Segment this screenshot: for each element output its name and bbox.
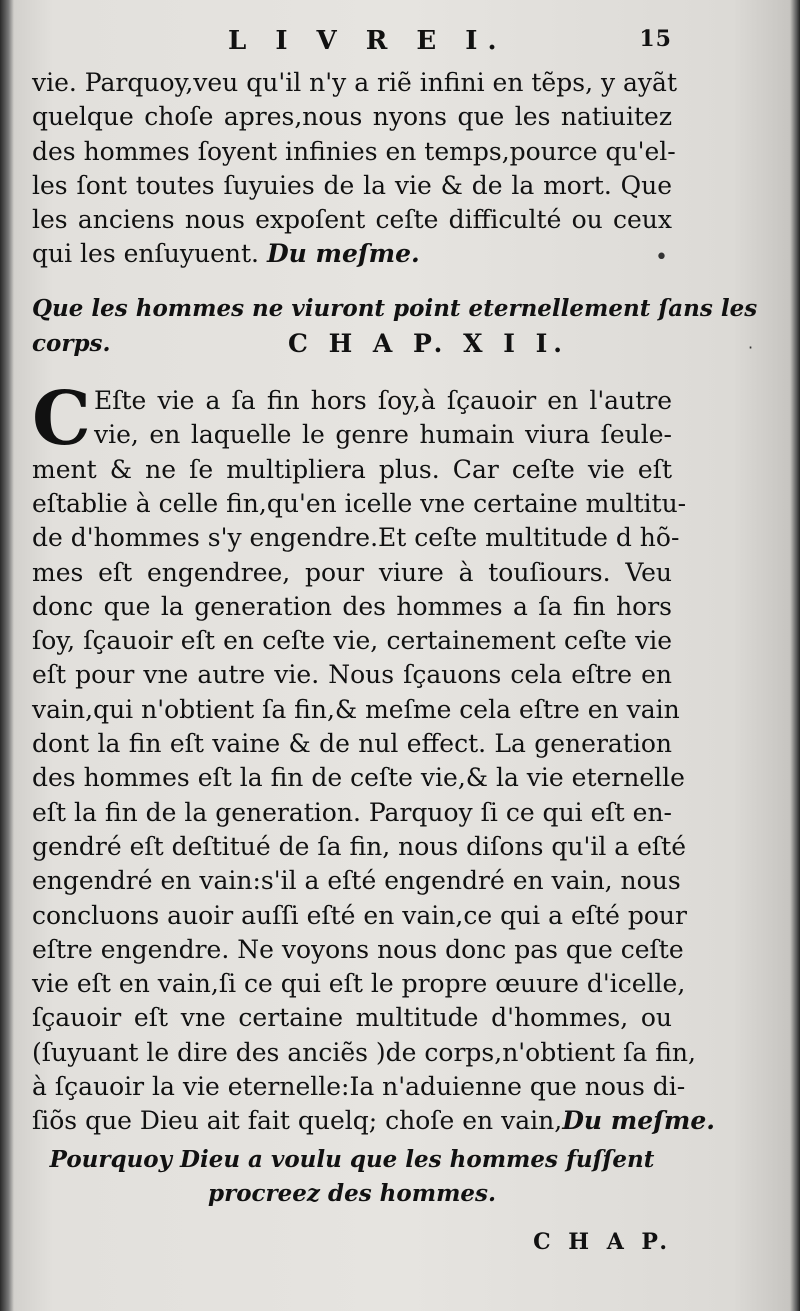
attribution: Du meſme. [266,239,420,269]
text-line: ſoy, ſçauoir eſt en ceſte vie, certainement ceſte vie [32,626,672,656]
running-head [32,26,672,66]
text-line: vain,qui n'obtient ſa fin,& meſme cela eſtre en vain [32,694,680,724]
text-line: ment & ne ſe multipliera plus. Car ceſte vie eſt [32,454,672,484]
running-head-title: L I V R E I. [228,26,507,56]
text-line: les anciens nous expoſent ceſte difficulté ou ceux [32,205,672,235]
text-line: eſt la fin de la generation. Parquoy ſi ce qui eſt en- [32,797,672,827]
text-line: les ſont toutes ſuyuies de la vie & de la mort. Que [32,170,672,200]
text-line: des hommes eſt la fin de ceſte vie,& la vie eternelle [32,763,685,793]
chapter-heading-line: Que les hommes ne viuront point eternellement ſans les [32,294,758,322]
text-line: des hommes ſoyent infinies en temps,pource qu'el- [32,136,676,166]
next-heading-line: procreez des hommes. [208,1179,496,1207]
margin-speck: · [748,338,754,357]
catchword: C H A P. [533,1229,672,1256]
chapter-label: C H A P. X I I. [288,329,568,359]
chapter-heading [32,292,758,362]
text-line: mes eſt engendree, pour viure à touſiours. Veu [32,557,672,587]
text-line-content: qui les enſuyuent. [32,239,259,269]
text-line: Eſte vie a ſa fin hors ſoy,à ſçauoir en l'autre [94,386,672,416]
binding-shadow [0,0,14,1311]
text-line: eſtre engendre. Ne voyons nous donc pas que ceſte [32,934,684,964]
chapter-body [32,376,715,1256]
text-line: gendré eſt deſtitué de ſa fin, nous diſons qu'il a eſté [32,831,687,861]
text-line: quelque choſe apres,nous nyons que les natiuitez [32,102,672,132]
page-number: 15 [639,26,672,52]
text-line: (ſuyuant le dire des anciẽs )de corps,n'obtient ſa fin, [32,1037,696,1067]
text-line: ſçauoir eſt vne certaine multitude d'hommes, ou [32,1003,672,1033]
text-line [32,237,672,271]
text-line: donc que la generation des hommes a ſa fin hors [32,591,672,621]
text-line: dont la fin eſt vaine & de nul effect. La generation [32,729,672,759]
chapter-heading-line: corps. [32,330,111,358]
page-edge-shadow [790,0,800,1311]
text-line: engendré en vain:s'il a eſté engendré en vain, nous [32,866,681,896]
text-line: eſt pour vne autre vie. Nous ſçauons cela eſtre en [32,660,672,690]
text-line: de d'hommes s'y engendre.Et ceſte multitude d hõ- [32,523,680,553]
text-line: vie eſt en vain,ſi ce qui eſt le propre œuure d'icelle, [32,969,686,999]
attribution: Du meſme. [562,1106,715,1136]
text-block [32,26,758,1256]
text-line-content: ſiõs que Dieu ait fait quelq; choſe en vain, [32,1106,563,1136]
text-line: vie, en laquelle le genre humain viura ſeule- [94,420,672,450]
opening-paragraph [32,66,678,272]
margin-speck: • [655,245,668,270]
chapter-heading-row [32,326,672,362]
text-line [32,1104,715,1138]
text-line: concluons auoir auſſi eſté en vain,ce qui a eſté pour [32,900,687,930]
text-line: eſtablie à celle fin,qu'en icelle vne certaine multitu- [32,488,687,518]
next-heading-line: Pourquoy Dieu a voulu que les hommes fuſſent [49,1145,655,1173]
text-line: à ſçauoir la vie eternelle:Ia n'aduienne que nous di- [32,1072,686,1102]
drop-cap: C [32,376,91,463]
text-line: vie. Parquoy,veu qu'il n'y a riẽ infini en tẽps, y ayãt [32,68,678,97]
next-chapter-heading [32,1143,672,1212]
